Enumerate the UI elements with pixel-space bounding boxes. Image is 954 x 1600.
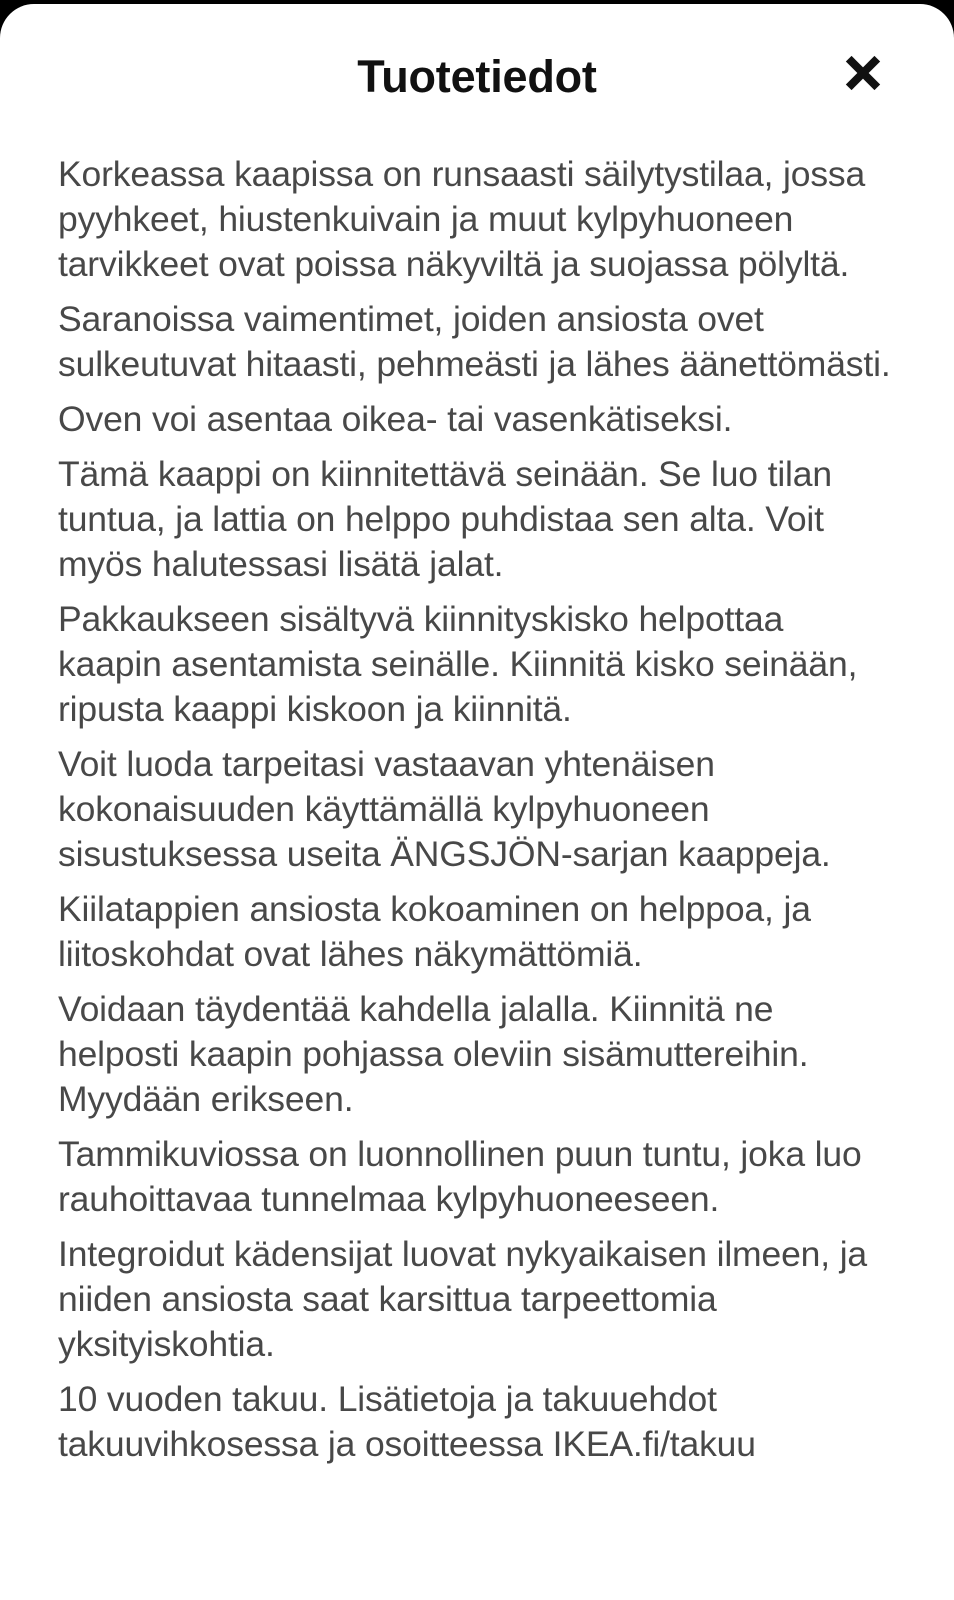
- description-paragraph: Tammikuviossa on luonnollinen puun tuntu, joka luo rauhoittavaa tunnelmaa kylpyhuoneeseen.: [58, 1134, 862, 1219]
- modal-header: [0, 4, 954, 152]
- description-paragraph: Voidaan täydentää kahdella jalalla. Kiinnitä ne helposti kaapin pohjassa oleviin sisämuttereihin. Myydään erikseen.: [58, 989, 809, 1119]
- page-title: Tuotetiedot: [357, 50, 597, 102]
- description-paragraph: Kiilatappien ansiosta kokoaminen on helppoa, ja liitoskohdat ovat lähes näkymättömiä.: [58, 889, 811, 974]
- description-paragraph: Korkeassa kaapissa on runsaasti säilytystilaa, jossa pyyhkeet, hiustenkuivain ja muut kylpyhuoneen tarvikkeet ovat poissa näkyviltä ja suojassa pölyltä.: [58, 154, 866, 284]
- description-paragraph: Tämä kaappi on kiinnitettävä seinään. Se luo tilan tuntua, ja lattia on helppo puhdistaa sen alta. Voit myös halutessasi lisätä jalat.: [58, 454, 832, 584]
- description-paragraph: Voit luoda tarpeitasi vastaavan yhtenäisen kokonaisuuden käyttämällä kylpyhuoneen sisustuksessa useita ÄNGSJÖN-sarjan kaappeja.: [58, 744, 831, 874]
- description-paragraph: Pakkaukseen sisältyvä kiinnityskisko helpottaa kaapin asentamista seinälle. Kiinnitä kisko seinään, ripusta kaappi kiskoon ja kiinnitä.: [58, 599, 858, 729]
- product-description-scroll-area[interactable]: [0, 152, 954, 1467]
- close-button[interactable]: [832, 42, 894, 104]
- close-icon: [841, 51, 885, 95]
- description-paragraph: Integroidut kädensijat luovat nykyaikaisen ilmeen, ja niiden ansiosta saat karsittua tarpeettomia yksityiskohtia.: [58, 1234, 868, 1364]
- description-paragraph: 10 vuoden takuu. Lisätietoja ja takuuehdot takuuvihkosessa ja osoitteessa IKEA.fi/takuu: [58, 1379, 756, 1464]
- description-paragraph: Saranoissa vaimentimet, joiden ansiosta ovet sulkeutuvat hitaasti, pehmeästi ja lähes äänettömästi.: [58, 299, 891, 384]
- description-paragraph: Oven voi asentaa oikea- tai vasenkätiseksi.: [58, 399, 733, 439]
- product-details-modal: [0, 4, 954, 1600]
